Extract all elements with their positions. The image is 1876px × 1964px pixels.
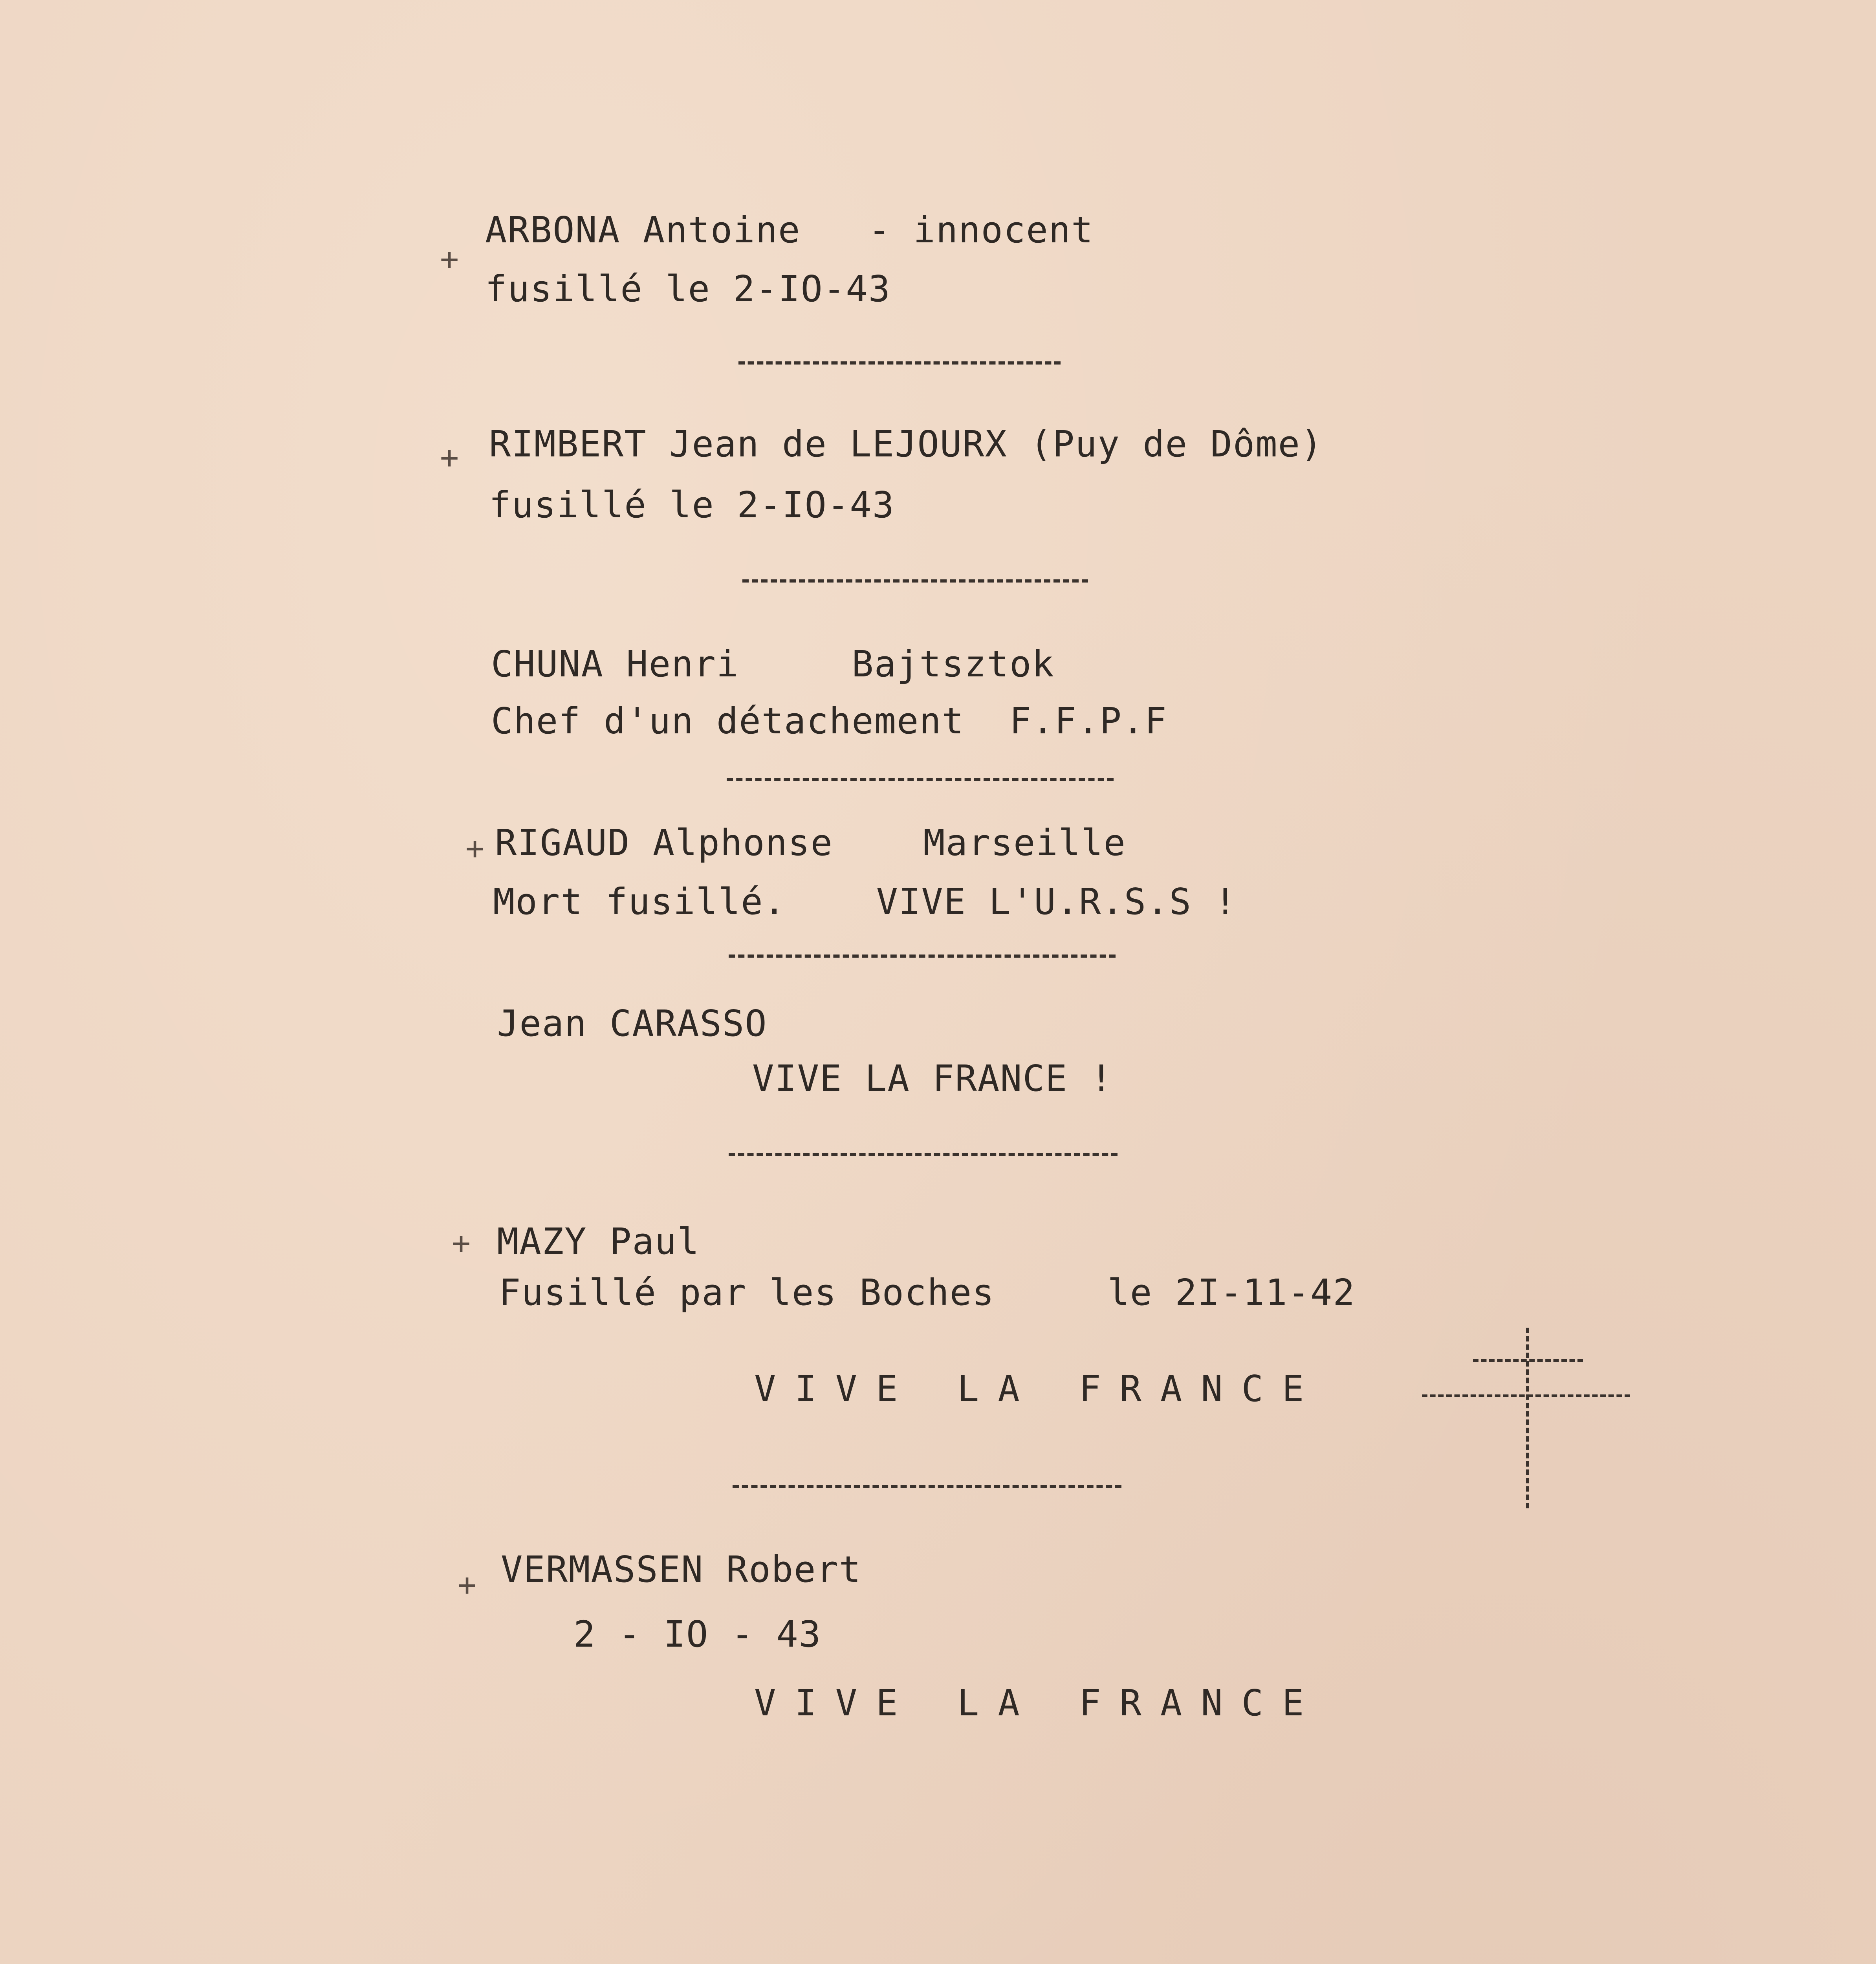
entry-7-name: VERMASSEN Robert: [501, 1548, 862, 1590]
entry-4-detail: Mort fusillé. VIVE L'U.R.S.S !: [493, 881, 1237, 923]
entry-1-detail: fusillé le 2-IO-43: [485, 268, 891, 310]
entry-6-detail: Fusillé par les Boches le 2I-11-42: [499, 1271, 1356, 1314]
cross-mark: +: [440, 439, 459, 476]
entry-7-slogan: VIVE LA FRANCE: [754, 1682, 1323, 1724]
entry-5-name: Jean CARASSO: [497, 1002, 768, 1044]
divider: [729, 955, 1116, 958]
cross-mark: +: [458, 1566, 477, 1603]
cross-mark: +: [465, 830, 485, 867]
entry-5-detail: VIVE LA FRANCE !: [752, 1057, 1113, 1099]
divider: [729, 1153, 1118, 1156]
dashed-cross-main-bar: [1422, 1394, 1630, 1397]
dashed-cross-vertical: [1526, 1328, 1529, 1508]
cross-mark: +: [452, 1225, 471, 1261]
entry-2-detail: fusillé le 2-IO-43: [489, 484, 895, 526]
divider: [727, 778, 1114, 781]
divider: [733, 1485, 1121, 1488]
cross-mark: +: [440, 241, 459, 277]
divider: [742, 579, 1088, 583]
entry-4-name: RIGAUD Alphonse Marseille: [495, 822, 1126, 864]
divider: [738, 361, 1061, 365]
entry-1-name: ARBONA Antoine - innocent: [485, 209, 1094, 251]
dashed-cross-drawing: [1422, 1328, 1634, 1508]
entry-6-slogan: VIVE LA FRANCE: [754, 1368, 1323, 1410]
entry-7-date: 2 - IO - 43: [573, 1613, 822, 1655]
dashed-cross-top-bar: [1473, 1359, 1583, 1362]
entry-3-name: CHUNA Henri Bajtsztok: [491, 643, 1055, 685]
entry-2-name: RIMBERT Jean de LEJOURX (Puy de Dôme): [489, 423, 1323, 465]
entry-3-detail: Chef d'un détachement F.F.P.F: [491, 700, 1167, 742]
entry-6-name: MAZY Paul: [497, 1220, 700, 1262]
